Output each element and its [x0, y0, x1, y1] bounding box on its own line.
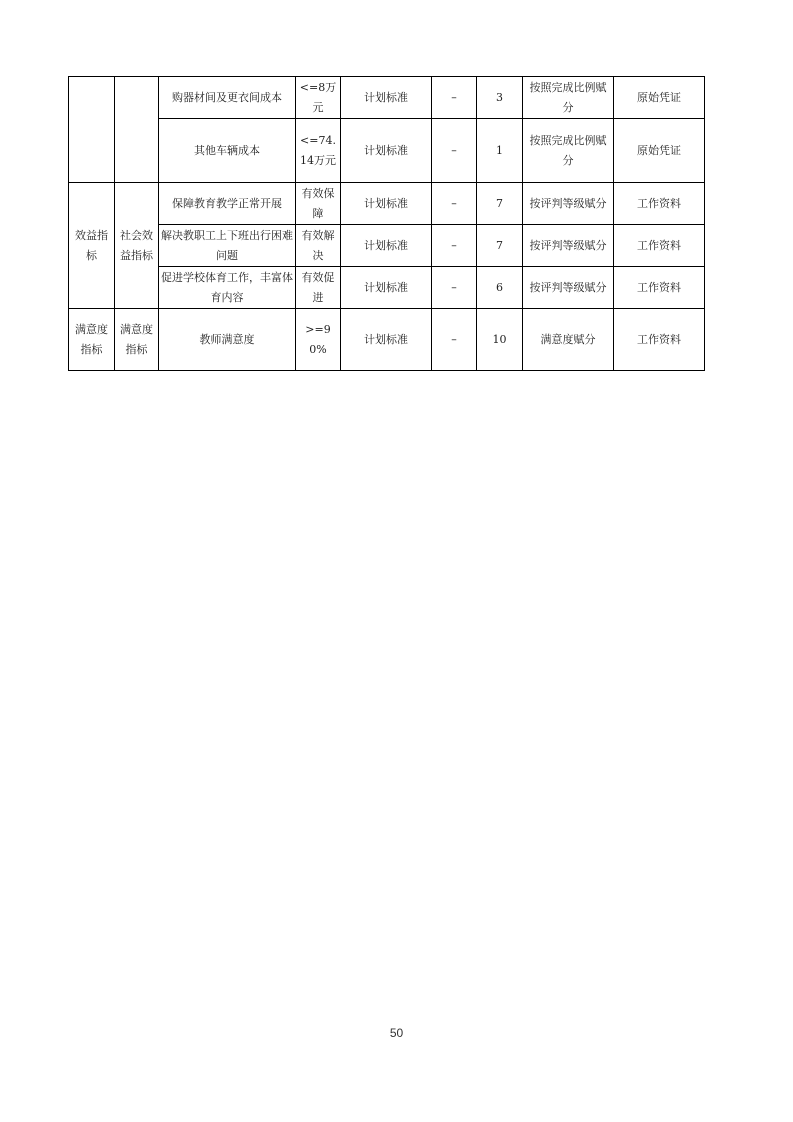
- basis-cell: 计划标准: [341, 119, 432, 183]
- level1-indicator-cell: 效益指标: [69, 183, 115, 309]
- evidence-source-cell: 工作资料: [614, 267, 705, 309]
- evidence-source-cell: 工作资料: [614, 183, 705, 225]
- dash-cell: –: [432, 267, 477, 309]
- evidence-source-cell: 工作资料: [614, 309, 705, 371]
- basis-cell: 计划标准: [341, 225, 432, 267]
- dash-cell: –: [432, 119, 477, 183]
- dash-cell: –: [432, 309, 477, 371]
- level2-cell-empty: [115, 77, 159, 183]
- basis-cell: 计划标准: [341, 183, 432, 225]
- dash-cell: –: [432, 183, 477, 225]
- performance-indicator-table: [68, 76, 705, 371]
- table-row: [69, 267, 705, 309]
- target-value-cell: 有效促进: [296, 267, 341, 309]
- dash-cell: –: [432, 225, 477, 267]
- indicator-cell: 购器材间及更衣间成本: [159, 77, 296, 119]
- basis-cell: 计划标准: [341, 309, 432, 371]
- score-cell: 7: [477, 225, 523, 267]
- score-cell: 3: [477, 77, 523, 119]
- score-cell: 6: [477, 267, 523, 309]
- indicator-cell: 促进学校体育工作，丰富体育内容: [159, 267, 296, 309]
- evidence-source-cell: 工作资料: [614, 225, 705, 267]
- scoring-method-cell: 按评判等级赋分: [523, 183, 614, 225]
- level2-indicator-cell: 社会效益指标: [115, 183, 159, 309]
- indicator-cell: 教师满意度: [159, 309, 296, 371]
- target-value-cell: <=74.14万元: [296, 119, 341, 183]
- table-row: [69, 183, 705, 225]
- scoring-method-cell: 满意度赋分: [523, 309, 614, 371]
- basis-cell: 计划标准: [341, 267, 432, 309]
- evidence-source-cell: 原始凭证: [614, 119, 705, 183]
- evidence-source-cell: 原始凭证: [614, 77, 705, 119]
- level1-cell-empty: [69, 77, 115, 183]
- page-number: 50: [389, 1026, 404, 1040]
- table-row: [69, 225, 705, 267]
- scoring-method-cell: 按照完成比例赋分: [523, 119, 614, 183]
- target-value-cell: >=90%: [296, 309, 341, 371]
- score-cell: 10: [477, 309, 523, 371]
- level2-indicator-cell: 满意度指标: [115, 309, 159, 371]
- scoring-method-cell: 按评判等级赋分: [523, 225, 614, 267]
- table-row: [69, 77, 705, 119]
- indicator-cell: 解决教职工上下班出行困难问题: [159, 225, 296, 267]
- score-cell: 7: [477, 183, 523, 225]
- indicator-cell: 保障教育教学正常开展: [159, 183, 296, 225]
- dash-cell: –: [432, 77, 477, 119]
- table-row: [69, 309, 705, 371]
- indicator-cell: 其他车辆成本: [159, 119, 296, 183]
- target-value-cell: 有效解决: [296, 225, 341, 267]
- target-value-cell: 有效保障: [296, 183, 341, 225]
- basis-cell: 计划标准: [341, 77, 432, 119]
- target-value-cell: <=8万元: [296, 77, 341, 119]
- score-cell: 1: [477, 119, 523, 183]
- table-row: [69, 119, 705, 183]
- scoring-method-cell: 按评判等级赋分: [523, 267, 614, 309]
- level1-indicator-cell: 满意度指标: [69, 309, 115, 371]
- scoring-method-cell: 按照完成比例赋分: [523, 77, 614, 119]
